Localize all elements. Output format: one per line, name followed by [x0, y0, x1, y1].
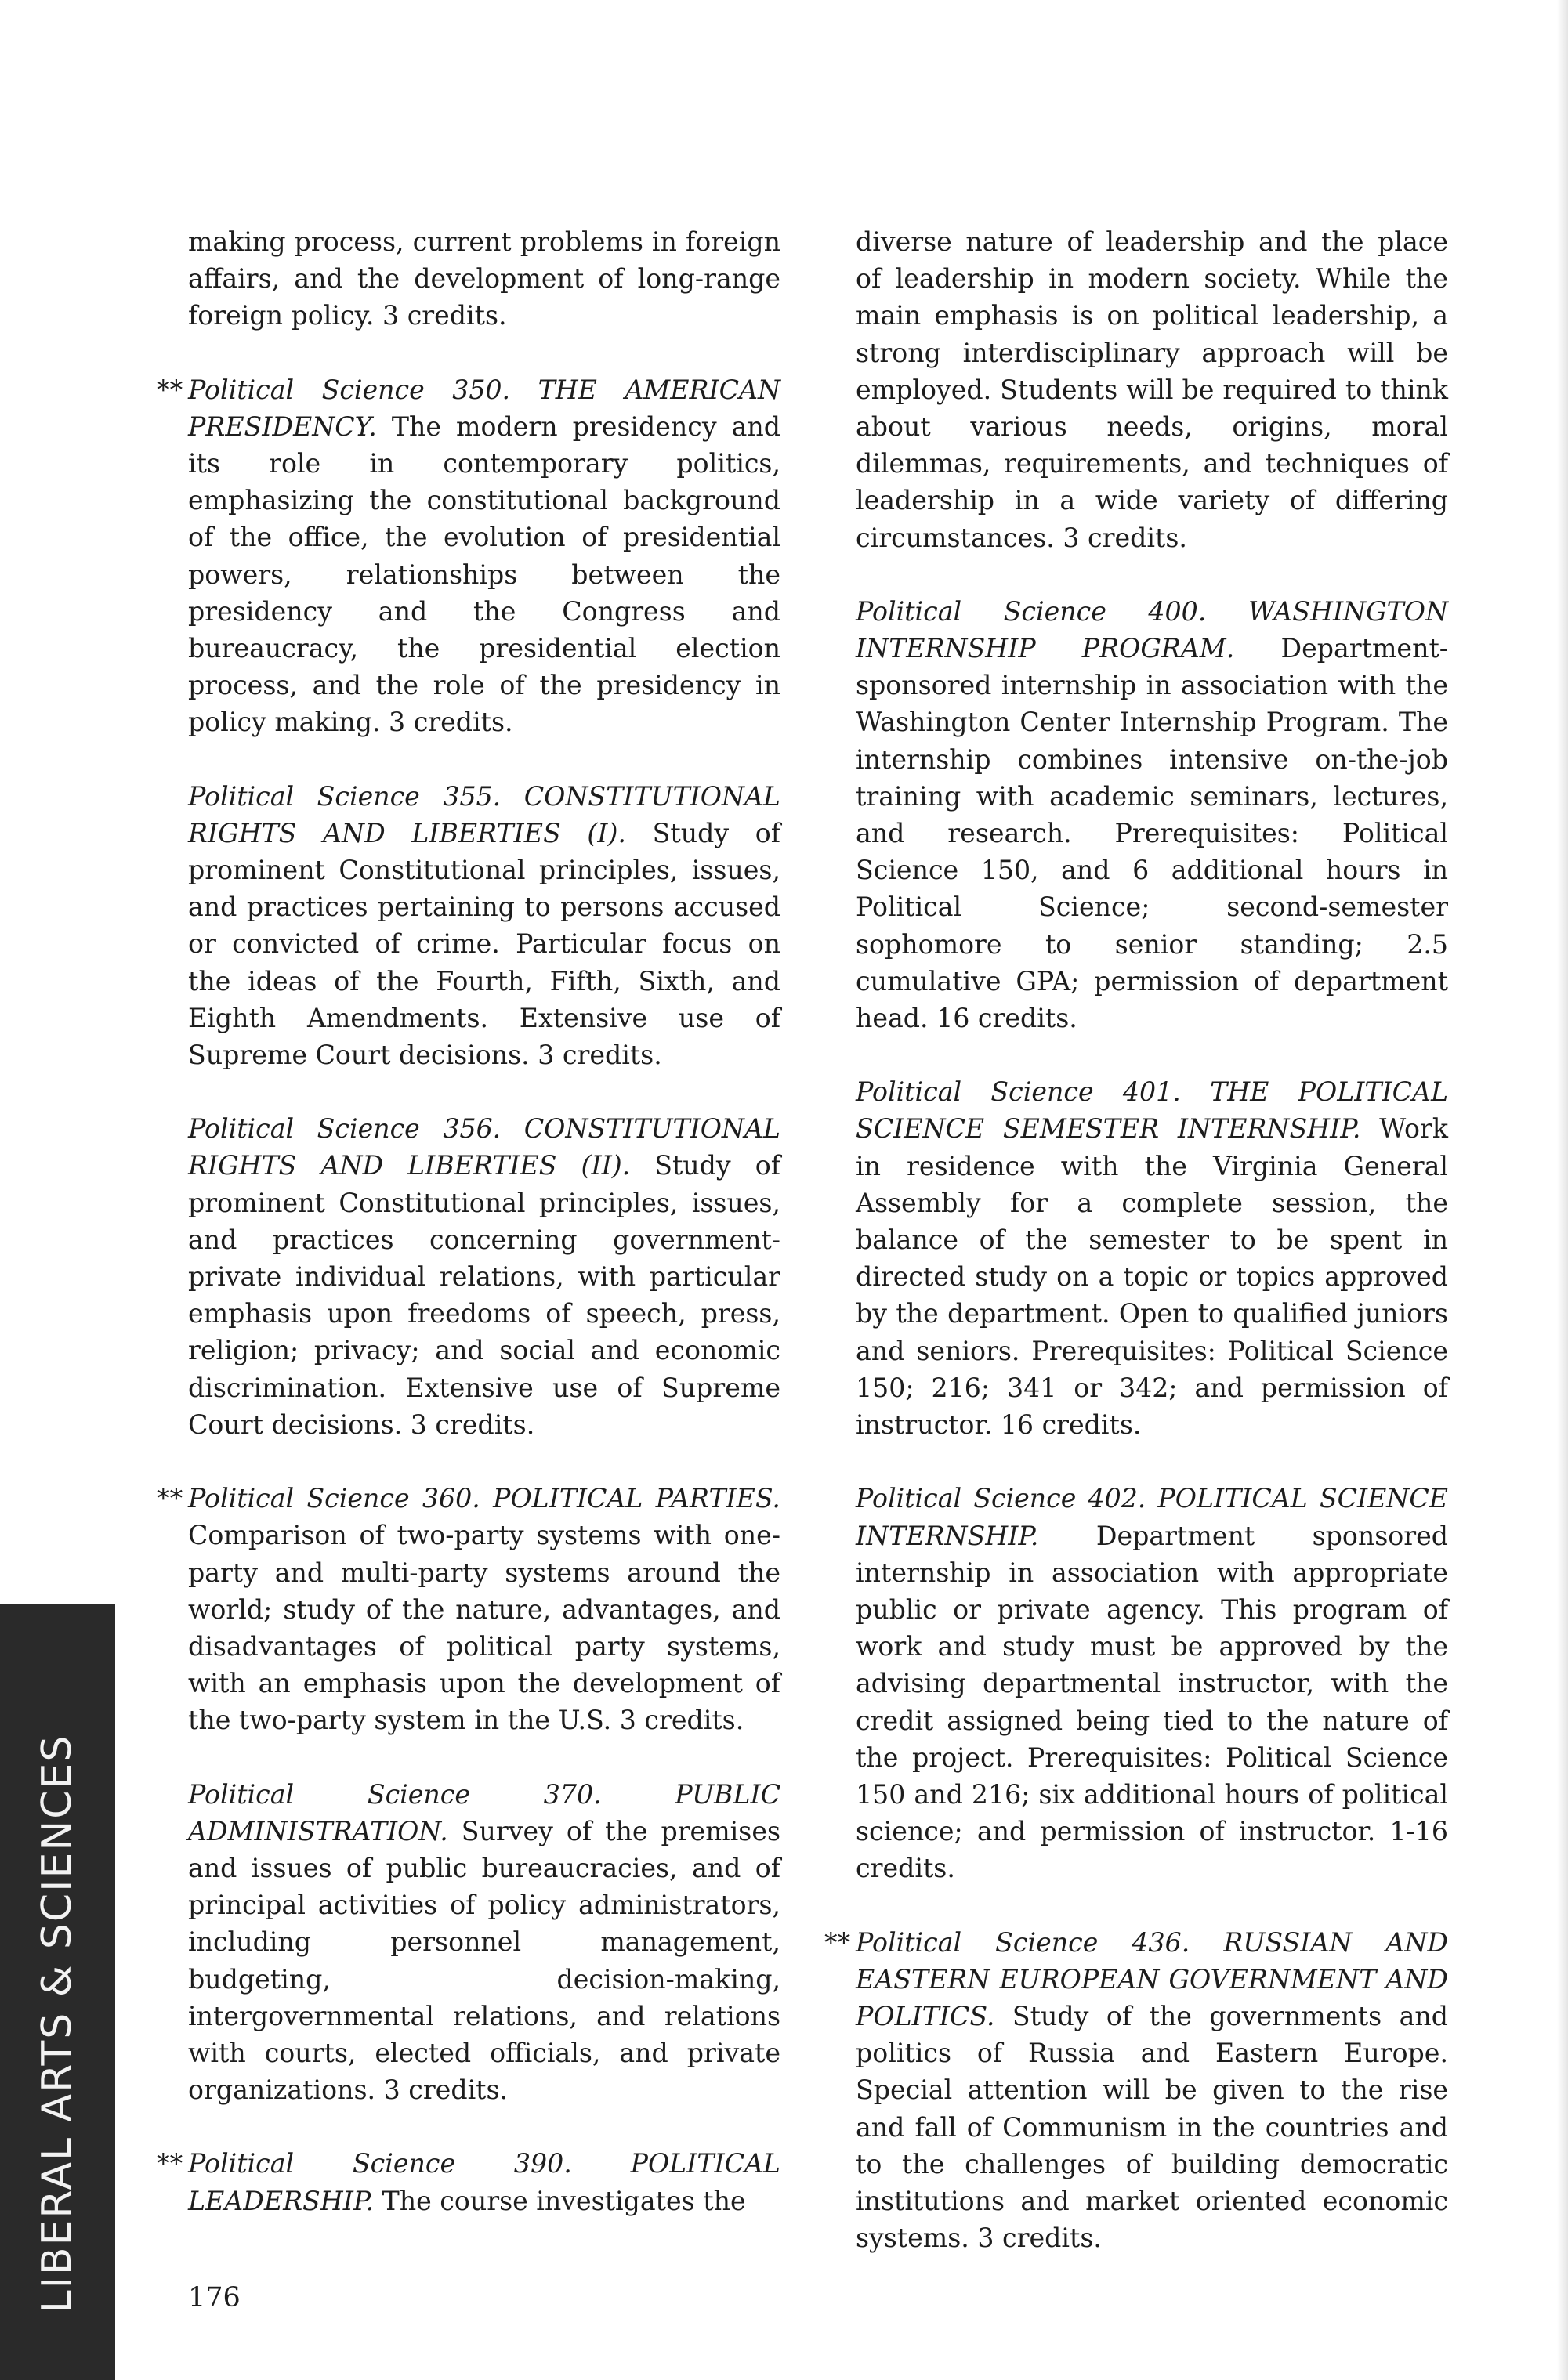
page-edge-shadow: [1557, 0, 1568, 2380]
course-title: CONSTITUTIONAL RIGHTS AND LIBERTIES (II).: [188, 1113, 780, 1181]
course-entry: [157, 2145, 780, 2219]
recommended-marker: **: [157, 374, 183, 405]
right-column: [824, 223, 1448, 2293]
entry-body: making process, current problems in foreign affairs, and the development of long-range foreign policy. 3 credits.: [188, 226, 780, 331]
course-number: Political Science 356.: [188, 1113, 502, 1145]
course-entry: [856, 223, 1448, 556]
course-title: THE AMERICAN PRESIDENCY.: [188, 374, 780, 442]
course-number: Political Science 400.: [856, 595, 1207, 627]
entry-body: Department sponsored internship in association with appropriate public or private agency. This program of work and study must be approved by the advising departmental instructor, with the credit assigned being tied to the nature of the project. Prerequisites: Political Science 150 and 216; six additional hours of political science; and permission of instructor. 1-16 credits.: [856, 1520, 1448, 1884]
recommended-marker: **: [157, 1483, 183, 1514]
course-entry: [856, 1073, 1448, 1443]
section-tab-label: LIBERAL ARTS & SCIENCES: [34, 1734, 81, 2313]
course-number: Political Science 350.: [188, 374, 511, 405]
course-entry: [856, 1480, 1448, 1886]
course-number: Political Science 360.: [188, 1483, 480, 1514]
entry-body: Study of the governments and politics of Russia and Eastern Europe. Special attention will be given to the rise and fall of Communism in the countries and to the challenges of building democratic institutions and market oriented economic systems. 3 credits.: [856, 2000, 1448, 2254]
course-title: POLITICAL SCIENCE INTERNSHIP.: [856, 1483, 1448, 1551]
entry-body: The course investigates the: [382, 2185, 746, 2216]
recommended-marker: **: [157, 2148, 183, 2179]
course-number: Political Science 370.: [188, 1778, 602, 1810]
course-title: THE POLITICAL SCIENCE SEMESTER INTERNSHIP.: [856, 1076, 1448, 1145]
course-number: Political Science 390.: [188, 2148, 572, 2179]
entry-body: Work in residence with the Virginia General Assembly for a complete session, the balance of the semester to be spent in directed study on a topic or topics approved by the department. Open to qualified juniors and seniors. Prerequisites: Political Science 150; 216; 341 or 342; and permission of instructor. 16 credits.: [856, 1113, 1448, 1441]
entry-body: Survey of the premises and issues of public bureaucracies, and of principal activities of policy administrators, including personnel management, budgeting, decision-making, intergovernmental relations, and relations with courts, elected officials, and private organizations. 3 credits.: [188, 1815, 780, 2106]
left-column: [157, 223, 780, 2256]
course-title: POLITICAL LEADERSHIP.: [188, 2148, 780, 2216]
course-title: PUBLIC ADMINISTRATION.: [188, 1778, 780, 1846]
recommended-marker: **: [824, 1926, 851, 1958]
entry-body: Comparison of two-party systems with one-party and multi-party systems around the world; study of the nature, advantages, and disadvantages of political party systems, with an emphasis upon the development of the two-party system in the U.S. 3 credits.: [188, 1520, 780, 1736]
course-title: POLITICAL PARTIES.: [493, 1483, 780, 1514]
course-entry: [157, 1480, 780, 1738]
course-entry: [856, 593, 1448, 1036]
page-number: 176: [188, 2282, 241, 2313]
entry-body: Study of prominent Constitutional principles, issues, and practices pertaining to persons accused or convicted of crime. Particular focus on the ideas of the Fourth, Fifth, Sixth, and Eighth Amendments. Extensive use of Supreme Court decisions. 3 credits.: [188, 817, 780, 1071]
course-number: Political Science 355.: [188, 780, 502, 812]
course-title: RUSSIAN AND EASTERN EUROPEAN GOVERNMENT AND POLITICS.: [856, 1926, 1448, 2031]
entry-body: Department-sponsored internship in association with the Washington Center Internship Program. The internship combines intensive on-the-job training with academic seminars, lectures, and research. Prerequisites: Political Science 150, and 6 additional hours in Political Science; second-semester sophomore to senior standing; 2.5 cumulative GPA; permission of department head. 16 credits.: [856, 633, 1448, 1034]
course-entry: [188, 1776, 780, 2109]
course-number: Political Science 402.: [856, 1483, 1146, 1514]
course-title: CONSTITUTIONAL RIGHTS AND LIBERTIES (I).: [188, 780, 780, 848]
course-entry: [188, 1110, 780, 1443]
course-entry: [188, 223, 780, 335]
entry-body: The modern presidency and its role in contemporary politics, emphasizing the constitutional background of the office, the evolution of presidential powers, relationships between the presidency and the Congress and bureaucracy, the presidential election process, and the role of the presidency in policy making. 3 credits.: [188, 411, 780, 738]
course-number: Political Science 436.: [856, 1926, 1190, 1958]
course-entry: [188, 778, 780, 1074]
course-number: Political Science 401.: [856, 1076, 1181, 1108]
entry-body: Study of prominent Constitutional principles, issues, and practices concerning government-private individual relations, with particular emphasis upon freedoms of speech, press, religion; privacy; and social and economic discrimination. Extensive use of Supreme Court decisions. 3 credits.: [188, 1150, 780, 1440]
course-entry: [157, 371, 780, 741]
entry-body: diverse nature of leadership and the place of leadership in modern society. While the main emphasis is on political leadership, a strong interdisciplinary approach will be employed. Students will be required to think about various needs, origins, moral dilemmas, requirements, and techniques of leadership in a wide variety of differing circumstances. 3 credits.: [856, 226, 1448, 553]
course-title: WASHINGTON INTERNSHIP PROGRAM.: [856, 595, 1448, 664]
course-entry: [824, 1924, 1448, 2257]
